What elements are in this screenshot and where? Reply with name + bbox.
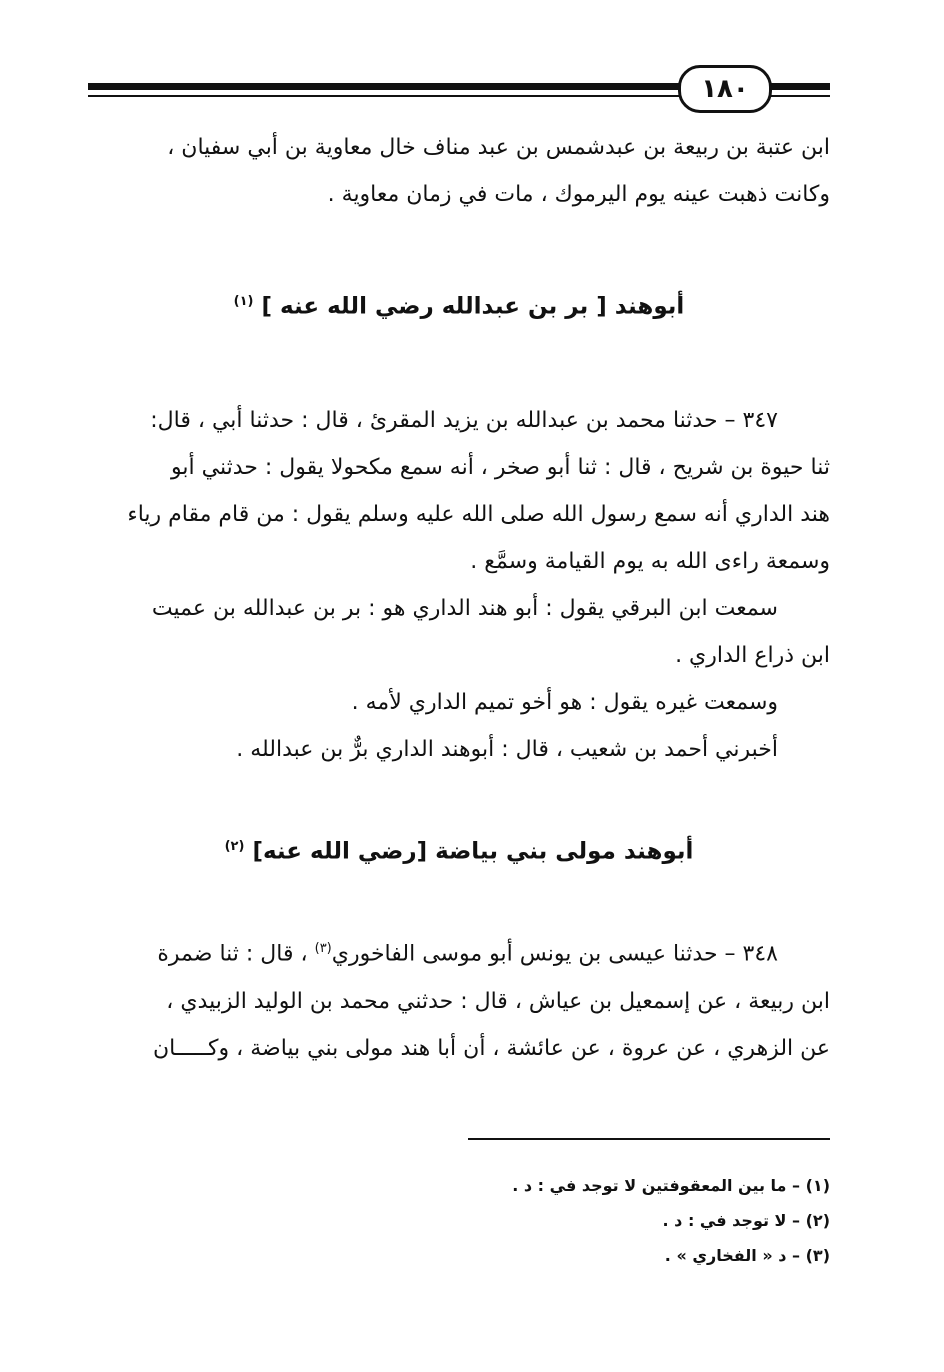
text-line: ٣٤٧ – حدثنا محمد بن عبدالله بن يزيد المقرئ ، قال : حدثنا أبي ، قال: — [150, 407, 778, 433]
text-line: هند الداري أنه سمع رسول الله صلى الله عليه وسلم يقول : من قام مقام رياء — [127, 501, 830, 527]
text-line: ابن عتبة بن ربيعة بن عبدشمس بن عبد مناف خال معاوية بن أبي سفيان ، — [167, 135, 830, 160]
text-line: أخبرني أحمد بن شعيب ، قال : أبوهند الداري برٌّ بن عبدالله . — [236, 736, 778, 762]
text-line: ابن ذراع الداري . — [675, 642, 830, 668]
footnote: (١) – ما بين المعقوفتين لا توجد في : د . — [512, 1176, 830, 1195]
text-run: ٣٤٨ – حدثنا عيسى بن يونس أبو موسى الفاخوري — [331, 941, 778, 967]
footnote: (٣) – د « الفخاري » . — [664, 1246, 830, 1265]
text-line: عن الزهري ، عن عروة ، عن عائشة ، أن أبا هند مولى بني بياضة ، وكـــــان — [152, 1035, 830, 1061]
text-line: وسمعة راءى الله به يوم القيامة وسمَّع . — [470, 548, 830, 574]
section-heading-1 — [88, 278, 830, 331]
heading-text: أبوهند مولى بني بياضة [رضي الله عنه] — [252, 838, 694, 865]
page-header — [0, 0, 944, 120]
footnotes — [300, 1168, 830, 1273]
text-line — [88, 925, 830, 977]
text-line: ابن ربيعة ، عن إسمعيل بن عياش ، قال : حدثني محمد بن الوليد الزبيدي ، — [166, 988, 830, 1014]
section-heading-2 — [88, 823, 830, 876]
footnote-ref: (٣) — [314, 941, 332, 957]
text-line: ثنا حيوة بن شريح ، قال : ثنا أبو صخر ، أنه سمع مكحولا يقول : حدثني أبو — [171, 454, 830, 480]
footnote-ref: (٢) — [224, 838, 245, 854]
text-run: ، قال : ثنا ضمرة — [157, 941, 308, 967]
footnote: (٢) – لا توجد في : د . — [662, 1211, 830, 1230]
text-line: سمعت ابن البرقي يقول : أبو هند الداري هو : بر بن عبدالله بن عميت — [151, 595, 778, 621]
page-body — [88, 124, 830, 1072]
footnote-ref: (١) — [233, 294, 254, 309]
footnote-rule — [468, 1138, 830, 1140]
heading-text: أبوهند [ بر بن عبدالله رضي الله عنه ] — [261, 293, 685, 320]
text-line: وسمعت غيره يقول : هو أخو تميم الداري لأمه . — [351, 689, 778, 715]
page-number: ١٨٠ — [678, 65, 772, 113]
text-line: وكانت ذهبت عينه يوم اليرموك ، مات في زمان معاوية . — [327, 182, 830, 207]
